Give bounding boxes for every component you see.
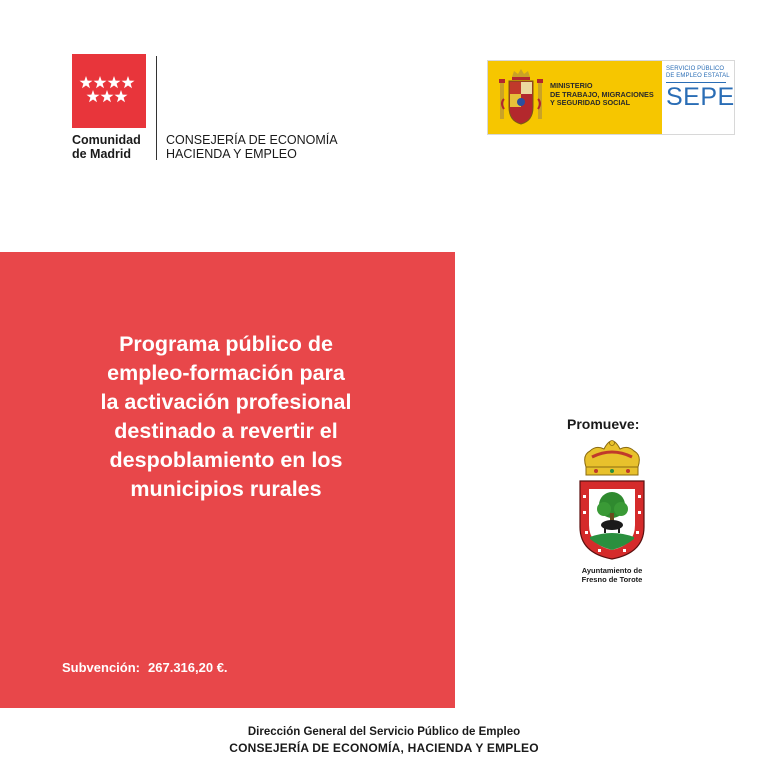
title-line-5: despoblamiento en los xyxy=(109,448,343,472)
star-icon xyxy=(122,76,135,88)
ministry-name xyxy=(550,82,654,108)
sepe-wordmark: SEPE xyxy=(666,83,735,111)
ministry-line-2: DE TRABAJO, MIGRACIONES xyxy=(550,89,654,99)
title-line-1: Programa público de xyxy=(119,332,333,356)
ministry-line-1: MINISTERIO xyxy=(550,81,593,90)
comunidad-madrid-flag-icon xyxy=(72,54,146,128)
footer-department: CONSEJERÍA DE ECONOMÍA, HACIENDA Y EMPLEO xyxy=(229,741,539,755)
star-icon xyxy=(115,90,128,102)
promoter-label: Promueve: xyxy=(567,416,640,432)
program-title xyxy=(40,330,412,504)
subsidy-label: Subvención: xyxy=(62,660,141,675)
title-line-3: la activación profesional xyxy=(100,390,352,414)
star-icon xyxy=(101,90,114,102)
star-icon xyxy=(94,76,107,88)
fresno-de-torote-coat-of-arms-icon xyxy=(576,437,648,562)
name-line-2: de Madrid xyxy=(72,147,132,161)
sepe-caption-line-1: SERVICIO PÚBLICO xyxy=(666,66,725,72)
comunidad-madrid-name xyxy=(72,133,141,161)
department-name xyxy=(166,133,338,161)
name-line-1: Comunidad xyxy=(72,133,141,147)
ministry-line-3: Y SEGURIDAD SOCIAL xyxy=(550,98,631,108)
title-line-2: empleo-formación para xyxy=(107,361,345,385)
spain-coat-of-arms-icon xyxy=(498,69,544,127)
title-line-4: destinado a revertir el xyxy=(114,419,338,443)
promoter-name-line-2: Fresno de Torote xyxy=(581,575,643,584)
sepe-caption-line-2: DE EMPLEO ESTATAL xyxy=(666,73,730,79)
logo-divider xyxy=(156,56,157,160)
department-line-2: HACIENDA Y EMPLEO xyxy=(166,147,297,161)
department-line-1: CONSEJERÍA DE ECONOMÍA xyxy=(166,133,338,147)
promoter-name xyxy=(560,566,664,584)
ministry-banner xyxy=(488,61,662,134)
star-icon xyxy=(87,90,100,102)
footer-directorate: Dirección General del Servicio Público de Empleo xyxy=(247,726,521,738)
title-line-6: municipios rurales xyxy=(130,477,322,501)
star-icon xyxy=(108,76,121,88)
sepe-brand xyxy=(666,66,735,130)
subsidy-amount: 267.316,20 €. xyxy=(148,660,228,675)
promoter-name-line-1: Ayuntamiento de xyxy=(581,566,643,575)
star-icon xyxy=(80,76,93,88)
ministry-sepe-logo xyxy=(487,60,735,135)
subsidy-info xyxy=(62,660,228,675)
sepe-caption xyxy=(666,66,732,80)
